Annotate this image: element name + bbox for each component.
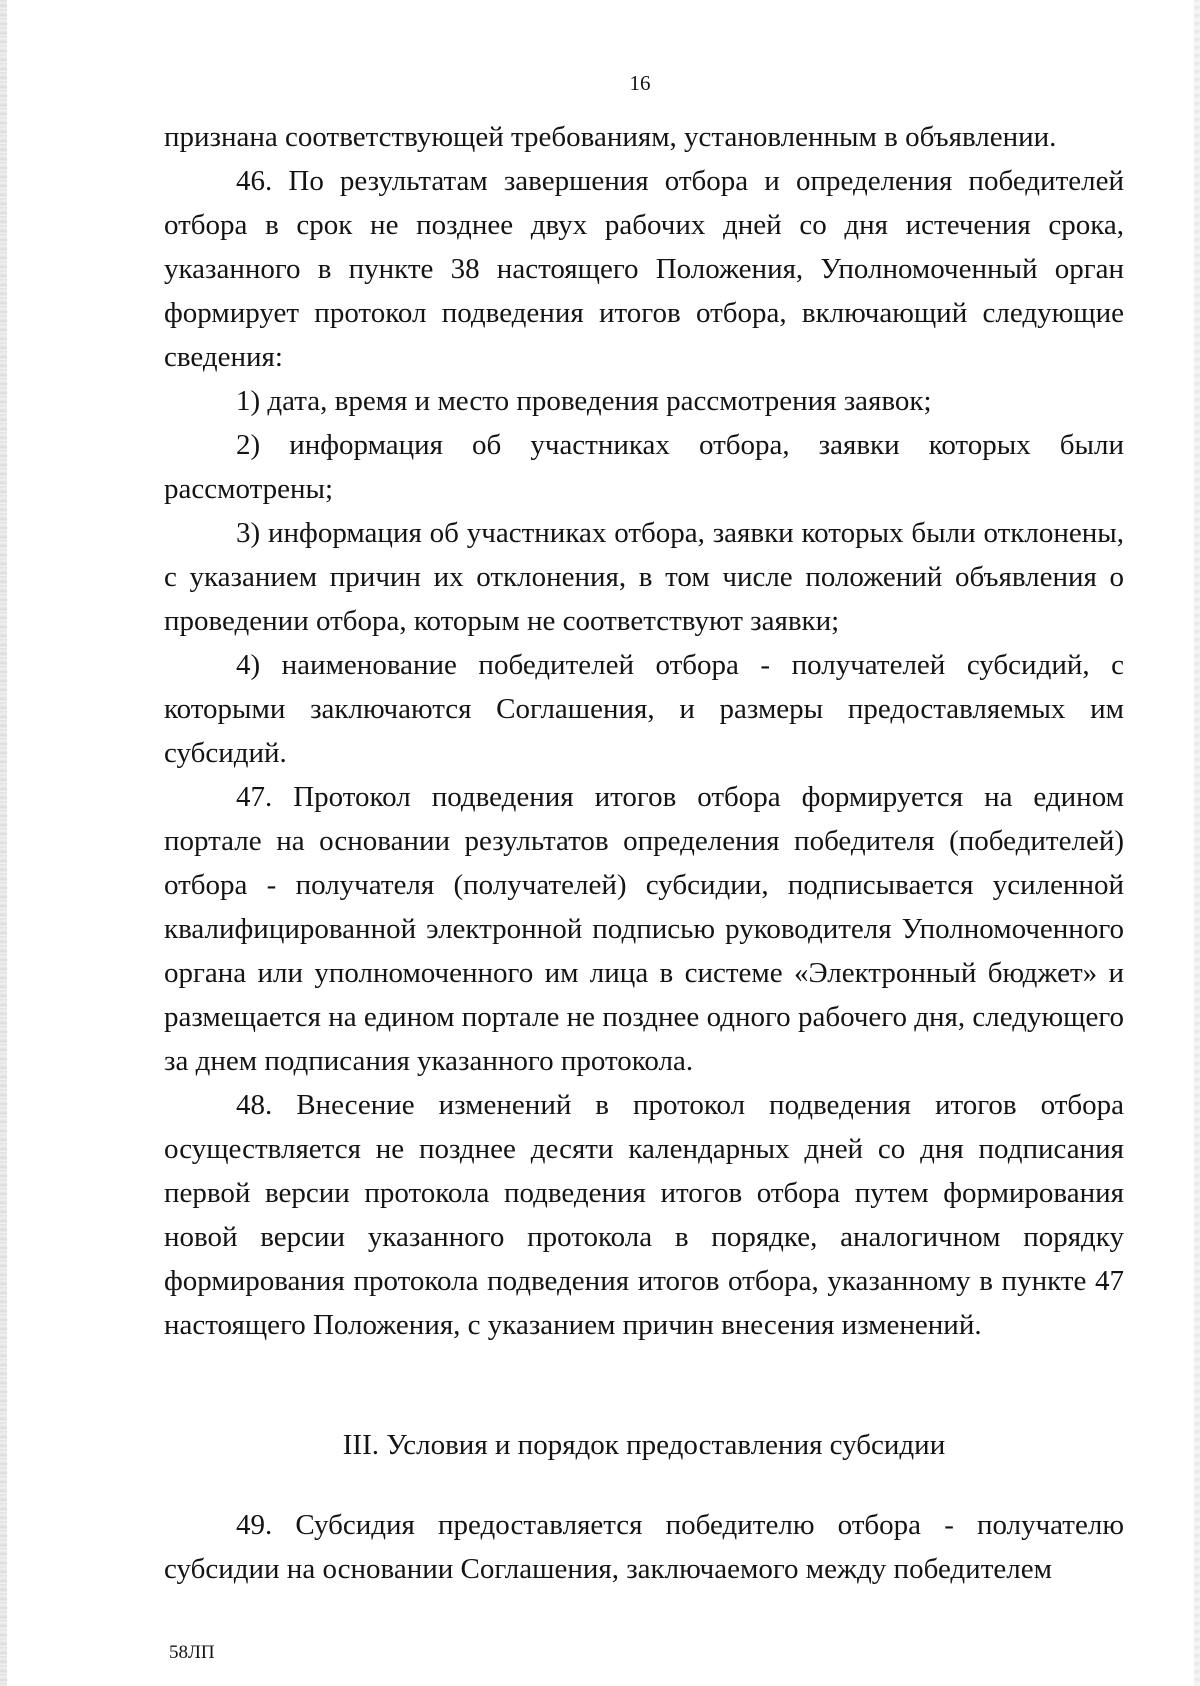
paragraph-46-item-3: 3) информация об участниках отбора, заявки которых были отклонены, с указанием причин их отклонения, в том числе положений объявления о проведении отбора, которым не соответствуют заявки; [164, 517, 1124, 637]
section-heading: III. Условия и порядок предоставления субсидии [342, 1429, 946, 1461]
scan-edge-right [1194, 0, 1200, 1686]
body-text-section-3 [164, 1503, 1124, 1591]
paragraph-48: 48. Внесение изменений в протокол подведения итогов отбора осуществляется не позднее десяти календарных дней со дня подписания первой версии протокола подведения итогов отбора путем формирования новой версии указанного протокола в порядке, аналогичном порядку формирования протокола подведения итогов отбора, указанному в пункте 47 настоящего Положения, с указанием причин внесения изменений. [164, 1089, 1124, 1341]
paragraph-49: 49. Субсидия предоставляется победителю отбора - получателю субсидии на основании Соглашения, заключаемого между победителем [164, 1509, 1124, 1585]
paragraph-46-item-2: 2) информация об участниках отбора, заявки которых были рассмотрены; [164, 429, 1124, 505]
body-text [164, 115, 1124, 1347]
paragraph-46-item-4: 4) наименование победителей отбора - получателей субсидий, с которыми заключаются Соглашения, и размеры предоставляемых им субсидий. [164, 649, 1124, 769]
footer-document-code: 58ЛП [169, 1642, 215, 1663]
page-number: 16 [629, 71, 651, 95]
scan-edge-left [0, 0, 7, 1686]
paragraph-47: 47. Протокол подведения итогов отбора формируется на едином портале на основании результатов определения победителя (победителей) отбора - получателя (получателей) субсидии, подписывается усиленной квалифицированной электронной подписью руководителя Уполномоченного органа или уполномоченного им лица в системе «Электронный бюджет» и размещается на едином портале не позднее одного рабочего дня, следующего за днем подписания указанного протокола. [164, 781, 1124, 1077]
paragraph-46: 46. По результатам завершения отбора и определения победителей отбора в срок не позднее двух рабочих дней со дня истечения срока, указанного в пункте 38 настоящего Положения, Уполномоченный орган формирует протокол подведения итогов отбора, включающий следующие сведения: [164, 165, 1124, 373]
paragraph-46-item-1: 1) дата, время и место проведения рассмотрения заявок; [236, 385, 932, 417]
paragraph-continuation: признана соответствующей требованиям, установленным в объявлении. [164, 121, 1057, 153]
